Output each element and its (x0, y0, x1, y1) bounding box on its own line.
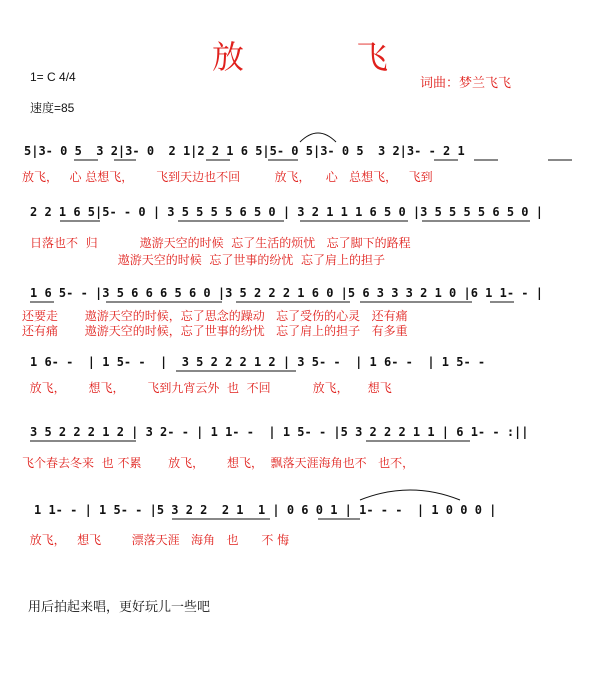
key-and-meter: 1= C 4/4 (30, 70, 76, 84)
notation-line-1: 5|3- 0 5 3 2|3- 0 2 1|2 2 1 6 5|5- 0 5|3- 0 5 3 2|3- - 2 1 (24, 144, 465, 158)
slur-mark (300, 133, 336, 142)
tempo-marking: 速度=85 (30, 101, 75, 115)
notation-line-6: 1 1- - | 1 5- - |5 3 2 2 2 1 1 | 0 6 0 1 | 1- - - | 1 0 0 0 | (34, 503, 497, 517)
performance-note: 用后拍起来唱，更好玩儿一些吧 (28, 600, 211, 615)
notation-line-4: 1 6- - | 1 5- - | 3 5 2 2 2 1 2 | 3 5- - | 1 6- - | 1 5- - (30, 355, 486, 369)
lyricist-composer-credit: 词曲：梦兰飞飞 (420, 76, 512, 91)
lyric-line-2-verse-1: 日落也不 归 遨游天空的时候 忘了生活的烦忧 忘了脚下的路程 (30, 236, 411, 250)
notation-line-5: 3 5 2 2 2 1 2 | 3 2- - | 1 1- - | 1 5- - |5 3 2 2 2 1 1 | 6 1- - :|| (30, 425, 529, 439)
notation-line-2: 2 2 1 6 5|5- - 0 | 3 5 5 5 5 6 5 0 | 3 2 1 1 1 6 5 0 |3 5 5 5 5 6 5 0 | (30, 205, 543, 219)
lyric-line-6: 放飞， 想飞 漂落天涯 海角 也 不 悔 (22, 533, 290, 547)
lyric-line-3-verse-2: 还有痛 遨游天空的时候，忘了世事的纷忧 忘了肩上的担子 有多重 (22, 324, 408, 338)
lyric-line-5: 飞个春去冬来 也 不累 放飞， 想飞， 飘落天涯海角也不 也不， (22, 456, 415, 470)
lyric-line-3-verse-1: 还要走 遨游天空的时候，忘了思念的躁动 忘了受伤的心灵 还有痛 (22, 309, 408, 323)
song-title: 放 飞 (211, 38, 428, 76)
lyric-line-1-verse-1: 放飞， 心 总想飞， 飞到天边也不回 放飞， 心 总想飞， 飞到 (22, 170, 433, 184)
slur-mark (360, 490, 460, 500)
notation-line-3: 1 6 5- - |3 5 6 6 6 5 6 0 |3 5 2 2 2 1 6 0 |5 6 3 3 3 2 1 0 |6 1 1- - | (30, 286, 543, 300)
lyric-line-4: 放飞， 想飞， 飞到九宵云外 也 不回 放飞， 想飞 (22, 381, 392, 395)
lyric-line-2-verse-2: 遨游天空的时候 忘了世事的纷忧 忘了肩上的担子 (30, 253, 385, 267)
